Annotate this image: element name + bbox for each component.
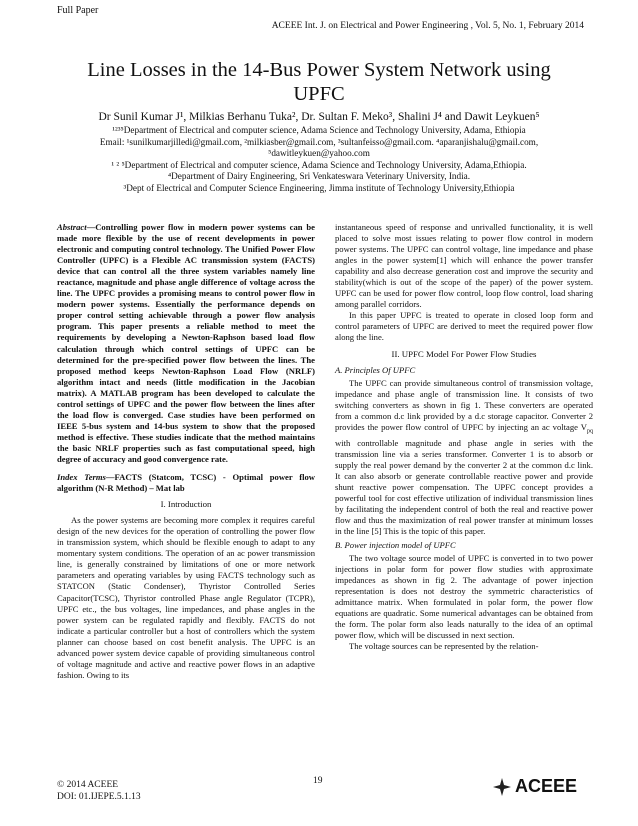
subsection-heading-power-injection: B. Power injection model of UPFC xyxy=(335,539,456,550)
section-heading-introduction: I. Introduction xyxy=(160,499,212,510)
running-header-full-paper: Full Paper xyxy=(57,5,99,16)
paragraph: The two voltage source model of UPFC is converted in to two power injections in polar form for power flow studies with approximate impedances as shown in fig 2. The advantage of power injection representation is does not destroy the symmetric characteristics of admittance matrix. When formulated in polar form, the power flow equations are quadratic. Some numerical advantages can be obtained from the form. The polar form also leads naturally to the idea of an optimal power flow, which will be discussed in next section. xyxy=(335,553,593,641)
affiliation-line: ¹²³⁵Department of Electrical and computer science, Adama Science and Technology University, Adama, Ethiopia xyxy=(112,125,526,135)
section-heading-upfc-model: II. UPFC Model For Power Flow Studies xyxy=(391,348,537,359)
aceee-logo xyxy=(492,776,577,797)
affiliation-line: Email: ¹sunilkumarjilledi@gmail.com, ²milkiasber@gmail.com, ³sultanfeisso@gmail.com. ⁴aparanjishalu@gmail.com, xyxy=(99,136,539,147)
subscript-pq: pq xyxy=(587,428,593,435)
abstract-text: —Controlling power flow in modern power systems can be made more flexible by the use of recent developments in power electronic and computing control technology. The Unified Power Flow Controller (UPFC) is a Flexible AC transmission system (FACTS) device that can control all the three system variables namely line reactance, magnitude and phase angle difference of voltage across the line. The UPFC provides a promising means to control power flow in modern power systems. Essentially the performance depends on proper control setting achievable through a power flow analysis program. This paper presents a reliable method to meet the requirements by developing a Newton-Raphson based load flow calculation through which control settings of UPFC can be determined for the pre-specified power flow between the lines. The proposed method keeps Newton-Raphson Load Flow (NRLF) algorithm intact and needs (little modification in the Jacobian matrix). A MATLAB program has been developed to calculate the control settings of UPFC and the power flow between the lines after the load flow is converged. Case studies have been performed on IEEE 5-bus system and 14-bus system to show that the proposed method is effective. These studies indicate that the method maintains the basic NRLF properties such as fast computational speed, high degree of accuracy and good convergence rate. xyxy=(57,222,315,464)
introduction-paragraph: As the power systems are becoming more complex it requires careful design of the new devices for the operation of controlling the power flow in transmission system, which should be flexible enough to adapt to any momentary system conditions. The operation of an ac power transmission line, is generally constrained by limitations of one or more network parameters and operating variables by using FACTS technology such as STATCON (Static Condenser), Thyristor Controlled Series Capacitor(TCSC), Thyristor controlled Phase angle Regulator (TCPR), UPFC etc., the bus voltages, line impedances, and phase angles in the power system can be regulated rapidly and flexibly. FACTS do not indicate a particular controller but a host of controllers which the system planner can choose based on cost benefit analysis. The UPFC is an advanced power system device capable of providing simultaneous control of voltage magnitude and active and reactive power flows in an adaptive fashion. Owing to its xyxy=(57,515,315,680)
index-terms-text: —FACTS (Statcom, TCSC) - Optimal power flow algorithm (N-R Method) – Mat lab xyxy=(57,472,316,494)
paragraph: instantaneous speed of response and unrivalled functionality, it is well placed to solve most issues relating to power flow control in modern power systems. The UPFC can control voltage, line impedance and phase angles in the power system[1] which will enhance the power transfer capability and also decrease generation cost and improve the security and stability(which is out of the scope of the paper) of the power system. UPFC can be used for power flow control, loop flow control, load sharing among parallel corridors. xyxy=(335,222,593,310)
logo-text: ACEEE xyxy=(515,776,578,796)
author-list: Dr Sunil Kumar J¹, Milkias Berhanu Tuka², Dr. Sultan F. Meko³, Shalini J⁴ and Dawit Leykuen⁵ xyxy=(98,111,540,123)
affiliation-line: ⁵dawitleykuen@yahoo.com xyxy=(268,148,370,159)
affiliation-line: ⁴Department of Dairy Engineering, Sri Venkateswara Veterinary University, India. xyxy=(167,171,471,182)
running-header-journal: ACEEE Int. J. on Electrical and Power Engineering , Vol. 5, No. 1, February 2014 xyxy=(271,21,584,31)
paper-title: Line Losses in the 14-Bus Power System Network using UPFC xyxy=(87,59,551,105)
footer-left xyxy=(57,779,141,803)
right-column xyxy=(335,222,593,652)
aceee-logo-icon xyxy=(492,777,512,797)
index-terms xyxy=(57,472,315,494)
paragraph: The UPFC can provide simultaneous control of transmission voltage, impedance and phase angle of transmission line. It consists of two switching converters as shown in fig 1. These converters are operated from a common d.c link provided by a d.c storage capacitor. Converter 2 provides the power flow control of UPFC by injecting an ac voltage $V_{pq}$ with controllable magnitude and phase angle in series with the transmission line via a series transformer. Converter 1 is to absorb or supply the real power demand by the converter 2 at the common d.c link. It can also absorb or generate controllable reactive power and provide shunt reactive power compensation. The UPFC concept provides a powerful tool for cost effective utilization of individual transmission lines by facilitating the independent control of both the real and reactive power flow and thus the maximization of real power transfer at minimum losses in the line [5] This is the topic of this paper. xyxy=(335,377,593,536)
paragraph: The voltage sources can be represented by the relation- xyxy=(349,641,539,652)
doi: DOI: 01.IJEPE.5.1.13 xyxy=(57,792,141,802)
copyright: © 2014 ACEEE xyxy=(57,780,119,790)
authors-block xyxy=(40,110,598,195)
left-column xyxy=(57,222,315,681)
subsection-heading-principles: A. Principles Of UPFC xyxy=(335,364,416,375)
page-number: 19 xyxy=(313,776,323,786)
affiliation-line: ¹ ² ⁵Department of Electrical and computer science, Adama Science and Technology University, Adama,Ethiopia. xyxy=(111,159,527,170)
paragraph: In this paper UPFC is treated to operate in closed loop form and control parameters of UPFC are derived to meet the required power flow along the line. xyxy=(335,310,593,343)
index-terms-label: Index Terms xyxy=(57,472,106,483)
affiliation-line: ³Dept of Electrical and Computer Science Engineering, Jimma institute of Technology University,Ethiopia xyxy=(123,182,515,193)
abstract-label: Abstract xyxy=(57,222,87,232)
abstract xyxy=(57,222,315,465)
